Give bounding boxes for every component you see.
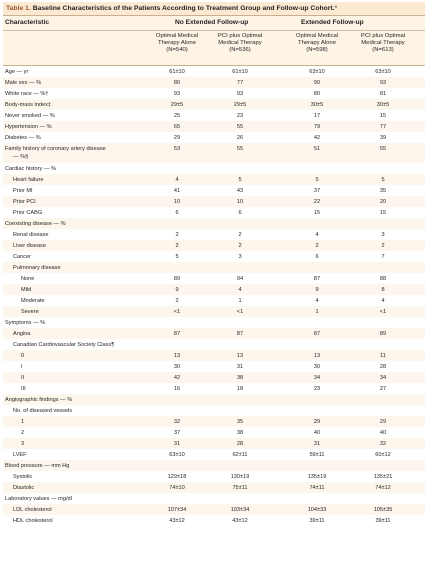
row-label: Family history of coronary artery disease [5, 146, 106, 152]
row-label: Hypertension — % [5, 123, 52, 130]
table-cell: 2 [315, 242, 319, 249]
table-cell: 1 [238, 297, 242, 304]
table-row [3, 110, 425, 121]
table-cell: 22 [313, 198, 321, 205]
table-cell: 55 [236, 123, 244, 130]
table-row [3, 438, 425, 449]
table-cell: 29 [313, 418, 321, 425]
table-cell: 28 [379, 363, 387, 370]
table-row [3, 460, 425, 471]
table-body [3, 66, 425, 526]
table-figure [3, 2, 425, 572]
table-row [3, 99, 425, 110]
table-cell: 74±12 [375, 484, 391, 491]
table-cell: 3 [381, 231, 385, 238]
table-cell: 34 [313, 374, 321, 381]
table-row [3, 262, 425, 273]
table-cell: 42 [313, 134, 321, 141]
row-label: Mild [21, 286, 32, 293]
row-label: White race — %† [5, 90, 49, 97]
table-row [3, 504, 425, 515]
group-header-no-extended: No Extended Follow-up [175, 19, 249, 26]
column-header-line: Optimal Medical [295, 33, 339, 39]
row-label: 1 [21, 418, 25, 425]
table-cell: 61±10 [169, 68, 185, 75]
row-label: Moderate [21, 297, 45, 304]
row-label: Angina [13, 330, 31, 337]
table-cell: 93 [236, 90, 244, 97]
table-cell: 6 [238, 209, 242, 216]
table-cell: 10 [173, 198, 181, 205]
table-row [3, 66, 425, 77]
table-cell: 4 [175, 176, 179, 183]
table-cell: 9 [315, 286, 319, 293]
table-cell: 40 [313, 429, 321, 436]
table-row [3, 471, 425, 482]
table-cell: 30 [173, 363, 181, 370]
table-cell: 5 [175, 253, 179, 260]
table-row [3, 251, 425, 262]
table-row [3, 350, 425, 361]
table-row [3, 132, 425, 143]
table-cell: 31 [173, 440, 181, 447]
table-cell: 11 [380, 352, 386, 359]
table-cell: 77 [236, 79, 244, 86]
table-cell: 87 [313, 275, 321, 282]
table-cell: 29±5 [233, 101, 247, 108]
characteristic-header: Characteristic [5, 19, 49, 26]
table-row [3, 405, 425, 416]
table-cell: 2 [175, 231, 179, 238]
table-cell: 34 [379, 374, 387, 381]
table-cell: 32 [379, 440, 387, 447]
row-label: Body-mass index‡ [5, 101, 52, 108]
table-cell: 89 [173, 275, 181, 282]
table-cell: 4 [315, 297, 319, 304]
table-cell: 94 [236, 275, 244, 282]
table-row [3, 295, 425, 306]
table-cell: 43±12 [169, 517, 185, 524]
row-label: Symptoms — % [5, 319, 46, 326]
table-cell: 63±10 [169, 451, 185, 458]
table-cell: 15 [379, 112, 387, 119]
row-label: Angiographic findings — % [5, 396, 73, 403]
row-label: Systolic [13, 473, 33, 480]
table-cell: 29±5 [170, 101, 184, 108]
table-cell: 93 [173, 90, 181, 97]
row-label: Male sex — % [5, 79, 42, 86]
row-label: No. of diseased vessels [13, 407, 73, 414]
table-row [3, 394, 425, 405]
table-cell: 43 [236, 187, 244, 194]
table-cell: 61±10 [232, 68, 248, 75]
table-row [3, 185, 425, 196]
table-row [3, 493, 425, 504]
table-cell: 103±34 [230, 506, 250, 513]
column-header-line: Therapy Alone [158, 40, 196, 47]
table-row [3, 482, 425, 493]
table-row [3, 361, 425, 372]
table-cell: 87 [173, 330, 181, 337]
row-label: 2 [21, 429, 25, 436]
table-cell: 41 [173, 187, 181, 194]
table-cell: 39 [379, 134, 387, 141]
row-label: Blood pressure — mm Hg [5, 462, 70, 469]
table-cell: 81 [379, 90, 387, 97]
table-cell: 63±10 [375, 68, 391, 75]
table-cell: 18 [236, 385, 244, 392]
row-label: None [21, 275, 35, 282]
table-cell: 9 [175, 286, 179, 293]
row-label: Liver disease [13, 242, 46, 249]
table-cell: 38 [236, 429, 244, 436]
table-row [3, 416, 425, 427]
table-row [3, 121, 425, 132]
table-cell: 5 [238, 176, 242, 183]
table-cell: 13 [173, 352, 181, 359]
table-cell: 59±11 [309, 451, 325, 458]
table-row [3, 339, 425, 350]
table-cell: 6 [315, 253, 319, 260]
table-cell: 63±10 [309, 68, 325, 75]
row-label-continuation: — %§ [13, 154, 29, 160]
column-header [288, 33, 346, 54]
table-cell: 4 [238, 286, 242, 293]
table-cell: 10 [236, 198, 244, 205]
group-header-extended: Extended Follow-up [301, 19, 364, 26]
table-row [3, 218, 425, 229]
column-header [148, 33, 206, 54]
row-label: Prior MI [13, 187, 33, 194]
row-label: 3 [21, 440, 25, 447]
table-row [3, 427, 425, 438]
table-row [3, 284, 425, 295]
table-cell: 62±11 [232, 451, 248, 458]
row-label: LDL cholesterol [13, 506, 52, 513]
table-cell: 2 [175, 242, 179, 249]
table-cell: 39±11 [375, 517, 391, 524]
table-cell: 80 [313, 90, 321, 97]
table-row [3, 88, 425, 99]
table-cell: 2 [238, 231, 242, 238]
row-label: Age — yr [5, 68, 29, 75]
table-title-bar [3, 2, 425, 15]
table-cell: 13 [236, 352, 244, 359]
table-cell: 37 [173, 429, 181, 436]
table-cell: 7 [381, 253, 385, 260]
row-label: Renal disease [13, 231, 49, 238]
table-cell: 2 [238, 242, 242, 249]
table-cell: 4 [315, 231, 319, 238]
table-row [3, 372, 425, 383]
table-row [3, 229, 425, 240]
table-cell: 75±11 [232, 484, 248, 491]
table-row [3, 240, 425, 251]
table-label: Table 1. [6, 5, 31, 12]
table-cell: 31 [313, 440, 321, 447]
table-cell: 93 [379, 79, 387, 86]
table-cell: 15 [313, 209, 321, 216]
table-cell: 23 [236, 112, 244, 119]
table-cell: 74±10 [169, 484, 185, 491]
table-row [3, 328, 425, 339]
row-label: I [21, 363, 23, 370]
row-label: Prior PCI [13, 198, 36, 205]
table-cell: 5 [315, 176, 319, 183]
row-label: Pulmonary disease [13, 264, 61, 271]
column-header-line: Therapy Alone [298, 40, 336, 47]
table-cell: 90 [313, 79, 321, 86]
column-header [211, 33, 269, 54]
table-row [3, 174, 425, 185]
table-cell: 20 [379, 198, 387, 205]
table-cell: 35 [236, 418, 244, 425]
table-cell: 3 [238, 253, 242, 260]
column-header-line: Medical Therapy [361, 40, 405, 47]
table-cell: 30±5 [376, 101, 390, 108]
table-cell: 79 [313, 123, 321, 130]
row-label: Diastolic [13, 484, 35, 491]
table-cell: 8 [381, 286, 385, 293]
table-cell: 60±12 [375, 451, 391, 458]
row-label: 0 [21, 352, 25, 359]
table-cell: 37 [313, 187, 321, 194]
table-cell: 135±19 [307, 473, 327, 480]
table-cell: 30 [313, 363, 321, 370]
column-header-row [3, 31, 425, 66]
table-cell: 15 [379, 209, 387, 216]
table-cell: 4 [381, 297, 385, 304]
table-row [3, 77, 425, 88]
table-cell: 23 [313, 385, 321, 392]
table-row [3, 207, 425, 218]
column-header-line: PCI plus Optimal [217, 33, 263, 39]
table-cell: 55 [379, 146, 387, 152]
table-cell: 53 [173, 146, 181, 152]
table-cell: 39±11 [309, 517, 325, 524]
table-cell: <1 [236, 308, 244, 315]
table-cell: 30±5 [310, 101, 324, 108]
table-cell: 13 [313, 352, 321, 359]
table-cell: 1 [315, 308, 319, 315]
table-cell: 80 [173, 79, 181, 86]
column-header-line: Optimal Medical [155, 33, 199, 39]
table-cell: 129±18 [167, 473, 187, 480]
table-cell: 55 [236, 146, 244, 152]
table-row [3, 143, 425, 163]
table-cell: 77 [379, 123, 387, 130]
table-row [3, 306, 425, 317]
table-title-footnote-mark: * [334, 5, 338, 12]
column-group-header [3, 15, 425, 31]
table-cell: <1 [379, 308, 387, 315]
table-cell: 28 [236, 440, 244, 447]
table-cell: 25 [173, 112, 181, 119]
row-label: Prior CABG [13, 209, 43, 216]
table-cell: 104±33 [307, 506, 327, 513]
column-header-line: Medical Therapy [218, 40, 262, 47]
table-cell: 38 [236, 374, 244, 381]
row-label: Laboratory values — mg/dl [5, 495, 72, 502]
table-cell: 27 [379, 385, 387, 392]
table-row [3, 449, 425, 460]
row-label: HDL cholesterol [13, 517, 53, 524]
table-cell: 135±21 [373, 473, 393, 480]
column-header-line: (N=536) [229, 47, 251, 54]
table-title: Baseline Characteristics of the Patients According to Treatment Group and Follow-up Cohort. [32, 5, 335, 12]
table-cell: 29 [173, 134, 181, 141]
table-cell: 105±35 [373, 506, 393, 513]
table-cell: 2 [381, 242, 385, 249]
table-cell: 51 [313, 146, 321, 152]
row-label: II [21, 374, 25, 381]
table-cell: 107±34 [167, 506, 187, 513]
table-cell: <1 [173, 308, 181, 315]
table-cell: 16 [173, 385, 181, 392]
table-row [3, 196, 425, 207]
row-label: Severe [21, 308, 39, 315]
column-header-line: (N=598) [306, 47, 328, 54]
table-row [3, 273, 425, 284]
table-cell: 35 [379, 187, 387, 194]
row-label: Heart failure [13, 176, 44, 183]
table-cell: 74±11 [309, 484, 325, 491]
table-cell: 5 [381, 176, 385, 183]
table-cell: 65 [173, 123, 181, 130]
table-cell: 40 [379, 429, 387, 436]
table-cell: 88 [379, 275, 387, 282]
table-cell: 42 [173, 374, 181, 381]
row-label: Diabetes — % [5, 134, 41, 141]
table-cell: 17 [313, 112, 321, 119]
table-cell: 32 [173, 418, 181, 425]
table-cell: 31 [236, 363, 244, 370]
row-label: Cardiac history — % [5, 165, 56, 172]
table-cell: 29 [379, 418, 387, 425]
row-label: Canadian Cardiovascular Society Class¶ [13, 341, 115, 348]
table-row [3, 317, 425, 328]
column-header [354, 33, 412, 54]
row-label: III [21, 385, 26, 392]
row-label: Never smoked — % [5, 112, 55, 119]
table-cell: 87 [313, 330, 321, 337]
table-cell: 2 [175, 297, 179, 304]
column-header-line: (N=613) [372, 47, 394, 54]
table-cell: 6 [175, 209, 179, 216]
table-cell: 89 [379, 330, 387, 337]
table-cell: 26 [236, 134, 244, 141]
row-label: LVEF [13, 451, 27, 458]
table-row [3, 383, 425, 394]
row-label: Cancer [13, 253, 32, 260]
table-cell: 43±12 [232, 517, 248, 524]
table-row [3, 163, 425, 174]
table-row [3, 515, 425, 526]
table-cell: 130±19 [230, 473, 250, 480]
table-cell: 87 [236, 330, 244, 337]
column-header-line: PCI plus Optimal [360, 33, 406, 39]
column-header-line: (N=540) [166, 47, 188, 54]
row-label: Coexisting disease — % [5, 220, 66, 227]
